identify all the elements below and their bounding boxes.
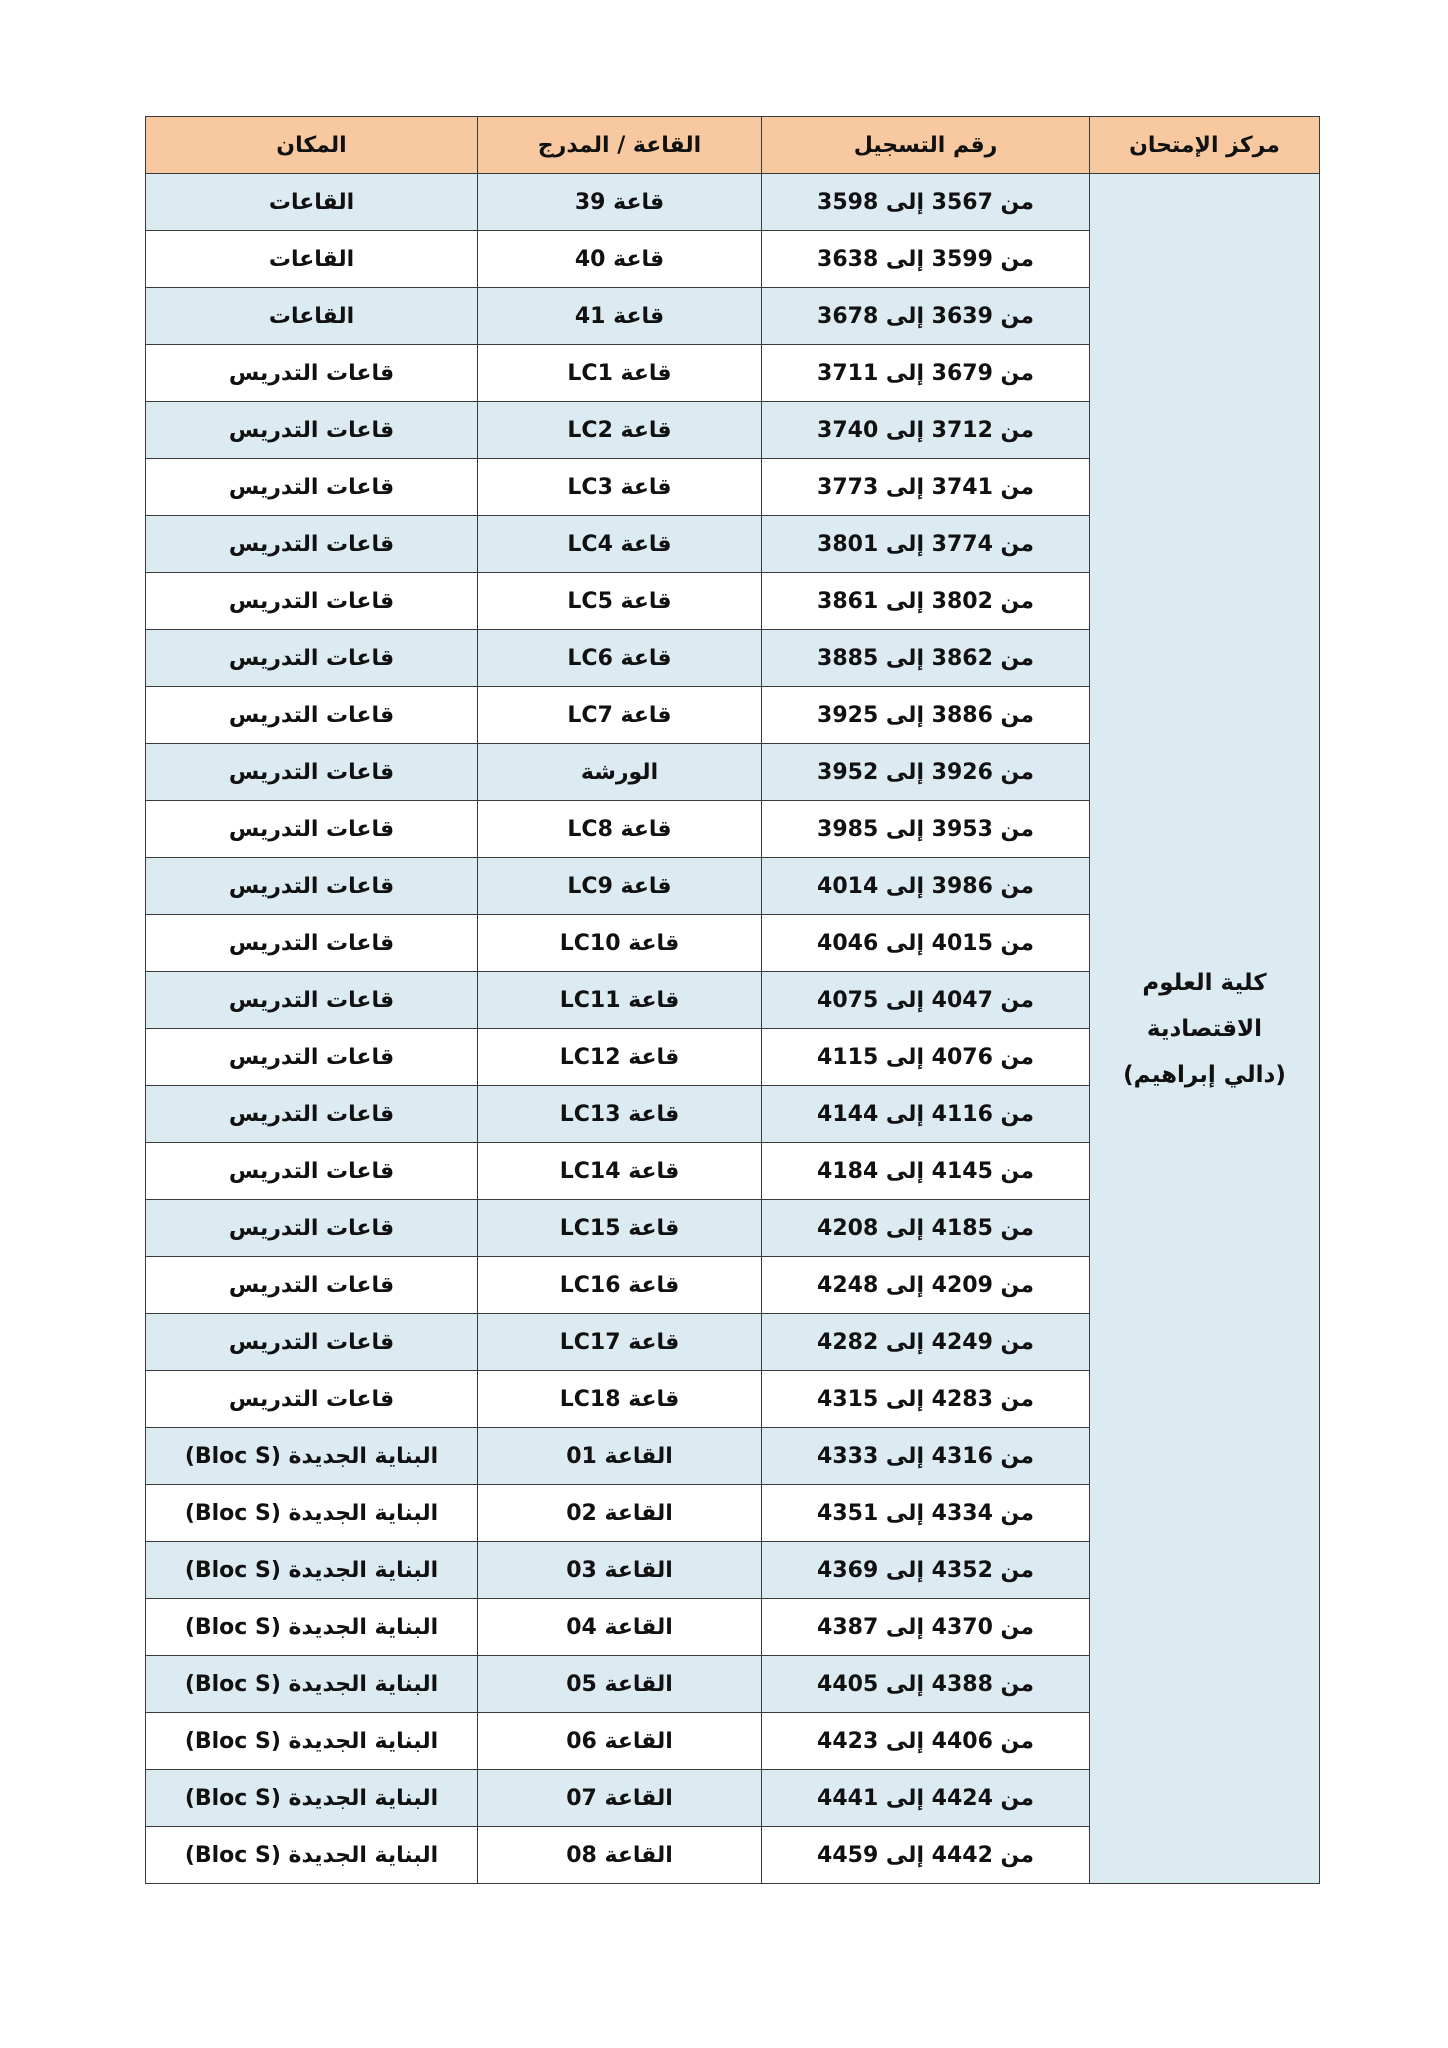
table-row bbox=[146, 174, 1320, 231]
room-cell: قاعة LC7 bbox=[478, 687, 762, 744]
room-cell: القاعة 03 bbox=[478, 1542, 762, 1599]
exam-distribution-sheet bbox=[146, 116, 1320, 1884]
room-cell: القاعة 07 bbox=[478, 1770, 762, 1827]
room-cell: القاعة 02 bbox=[478, 1485, 762, 1542]
registration-cell: من 4352 إلى 4369 bbox=[762, 1542, 1090, 1599]
room-cell: قاعة 40 bbox=[478, 231, 762, 288]
exam-center-line: (دالي إبراهيم) bbox=[1123, 1061, 1286, 1088]
room-cell: قاعة LC6 bbox=[478, 630, 762, 687]
room-cell: قاعة LC17 bbox=[478, 1314, 762, 1371]
registration-cell: من 4424 إلى 4441 bbox=[762, 1770, 1090, 1827]
registration-cell: من 4388 إلى 4405 bbox=[762, 1656, 1090, 1713]
place-cell: البناية الجديدة (Bloc S) bbox=[146, 1656, 478, 1713]
registration-cell: من 3567 إلى 3598 bbox=[762, 174, 1090, 231]
place-cell: قاعات التدريس bbox=[146, 1086, 478, 1143]
room-cell: قاعة LC8 bbox=[478, 801, 762, 858]
registration-cell: من 3679 إلى 3711 bbox=[762, 345, 1090, 402]
registration-cell: من 3741 إلى 3773 bbox=[762, 459, 1090, 516]
room-cell: القاعة 05 bbox=[478, 1656, 762, 1713]
place-cell: قاعات التدريس bbox=[146, 801, 478, 858]
place-cell: البناية الجديدة (Bloc S) bbox=[146, 1599, 478, 1656]
header-exam-center: مركز الإمتحان bbox=[1090, 117, 1320, 174]
place-cell: البناية الجديدة (Bloc S) bbox=[146, 1542, 478, 1599]
room-cell: قاعة LC1 bbox=[478, 345, 762, 402]
place-cell: القاعات bbox=[146, 288, 478, 345]
place-cell: القاعات bbox=[146, 231, 478, 288]
place-cell: البناية الجديدة (Bloc S) bbox=[146, 1827, 478, 1884]
room-cell: قاعة LC18 bbox=[478, 1371, 762, 1428]
place-cell: قاعات التدريس bbox=[146, 516, 478, 573]
exam-center-line: الاقتصادية bbox=[1146, 1015, 1263, 1042]
place-cell: قاعات التدريس bbox=[146, 459, 478, 516]
place-cell: قاعات التدريس bbox=[146, 915, 478, 972]
room-cell: الورشة bbox=[478, 744, 762, 801]
table-header bbox=[146, 117, 1320, 174]
room-cell: قاعة LC3 bbox=[478, 459, 762, 516]
exam-center-cell bbox=[1090, 174, 1320, 1884]
table-body bbox=[146, 174, 1320, 1884]
registration-cell: من 4185 إلى 4208 bbox=[762, 1200, 1090, 1257]
room-cell: قاعة LC11 bbox=[478, 972, 762, 1029]
place-cell: قاعات التدريس bbox=[146, 402, 478, 459]
exam-center-line: كلية العلوم bbox=[1142, 969, 1267, 996]
registration-cell: من 4370 إلى 4387 bbox=[762, 1599, 1090, 1656]
place-cell: البناية الجديدة (Bloc S) bbox=[146, 1770, 478, 1827]
place-cell: البناية الجديدة (Bloc S) bbox=[146, 1713, 478, 1770]
room-cell: قاعة 41 bbox=[478, 288, 762, 345]
registration-cell: من 4209 إلى 4248 bbox=[762, 1257, 1090, 1314]
header-room: القاعة / المدرج bbox=[478, 117, 762, 174]
registration-cell: من 3712 إلى 3740 bbox=[762, 402, 1090, 459]
room-cell: قاعة LC4 bbox=[478, 516, 762, 573]
room-cell: قاعة LC15 bbox=[478, 1200, 762, 1257]
registration-cell: من 3599 إلى 3638 bbox=[762, 231, 1090, 288]
header-place: المكان bbox=[146, 117, 478, 174]
header-row bbox=[146, 117, 1320, 174]
registration-cell: من 4249 إلى 4282 bbox=[762, 1314, 1090, 1371]
exam-distribution-table bbox=[145, 116, 1320, 1884]
room-cell: القاعة 01 bbox=[478, 1428, 762, 1485]
registration-cell: من 4076 إلى 4115 bbox=[762, 1029, 1090, 1086]
place-cell: البناية الجديدة (Bloc S) bbox=[146, 1428, 478, 1485]
place-cell: البناية الجديدة (Bloc S) bbox=[146, 1485, 478, 1542]
registration-cell: من 4316 إلى 4333 bbox=[762, 1428, 1090, 1485]
place-cell: قاعات التدريس bbox=[146, 858, 478, 915]
room-cell: القاعة 04 bbox=[478, 1599, 762, 1656]
registration-cell: من 4406 إلى 4423 bbox=[762, 1713, 1090, 1770]
place-cell: قاعات التدريس bbox=[146, 345, 478, 402]
place-cell: قاعات التدريس bbox=[146, 744, 478, 801]
place-cell: قاعات التدريس bbox=[146, 1200, 478, 1257]
registration-cell: من 3953 إلى 3985 bbox=[762, 801, 1090, 858]
room-cell: القاعة 06 bbox=[478, 1713, 762, 1770]
room-cell: قاعة LC2 bbox=[478, 402, 762, 459]
place-cell: قاعات التدريس bbox=[146, 687, 478, 744]
room-cell: قاعة LC12 bbox=[478, 1029, 762, 1086]
place-cell: قاعات التدريس bbox=[146, 1314, 478, 1371]
header-registration-number: رقم التسجيل bbox=[762, 117, 1090, 174]
registration-cell: من 3639 إلى 3678 bbox=[762, 288, 1090, 345]
registration-cell: من 4145 إلى 4184 bbox=[762, 1143, 1090, 1200]
registration-cell: من 3886 إلى 3925 bbox=[762, 687, 1090, 744]
registration-cell: من 3802 إلى 3861 bbox=[762, 573, 1090, 630]
registration-cell: من 4047 إلى 4075 bbox=[762, 972, 1090, 1029]
room-cell: قاعة LC14 bbox=[478, 1143, 762, 1200]
place-cell: قاعات التدريس bbox=[146, 1371, 478, 1428]
room-cell: قاعة LC13 bbox=[478, 1086, 762, 1143]
registration-cell: من 4116 إلى 4144 bbox=[762, 1086, 1090, 1143]
registration-cell: من 3926 إلى 3952 bbox=[762, 744, 1090, 801]
place-cell: قاعات التدريس bbox=[146, 1143, 478, 1200]
registration-cell: من 4283 إلى 4315 bbox=[762, 1371, 1090, 1428]
room-cell: قاعة LC16 bbox=[478, 1257, 762, 1314]
registration-cell: من 3986 إلى 4014 bbox=[762, 858, 1090, 915]
room-cell: القاعة 08 bbox=[478, 1827, 762, 1884]
place-cell: القاعات bbox=[146, 174, 478, 231]
place-cell: قاعات التدريس bbox=[146, 1029, 478, 1086]
place-cell: قاعات التدريس bbox=[146, 972, 478, 1029]
registration-cell: من 4334 إلى 4351 bbox=[762, 1485, 1090, 1542]
registration-cell: من 3774 إلى 3801 bbox=[762, 516, 1090, 573]
room-cell: قاعة LC9 bbox=[478, 858, 762, 915]
place-cell: قاعات التدريس bbox=[146, 573, 478, 630]
registration-cell: من 3862 إلى 3885 bbox=[762, 630, 1090, 687]
room-cell: قاعة 39 bbox=[478, 174, 762, 231]
registration-cell: من 4442 إلى 4459 bbox=[762, 1827, 1090, 1884]
place-cell: قاعات التدريس bbox=[146, 1257, 478, 1314]
room-cell: قاعة LC5 bbox=[478, 573, 762, 630]
room-cell: قاعة LC10 bbox=[478, 915, 762, 972]
registration-cell: من 4015 إلى 4046 bbox=[762, 915, 1090, 972]
place-cell: قاعات التدريس bbox=[146, 630, 478, 687]
